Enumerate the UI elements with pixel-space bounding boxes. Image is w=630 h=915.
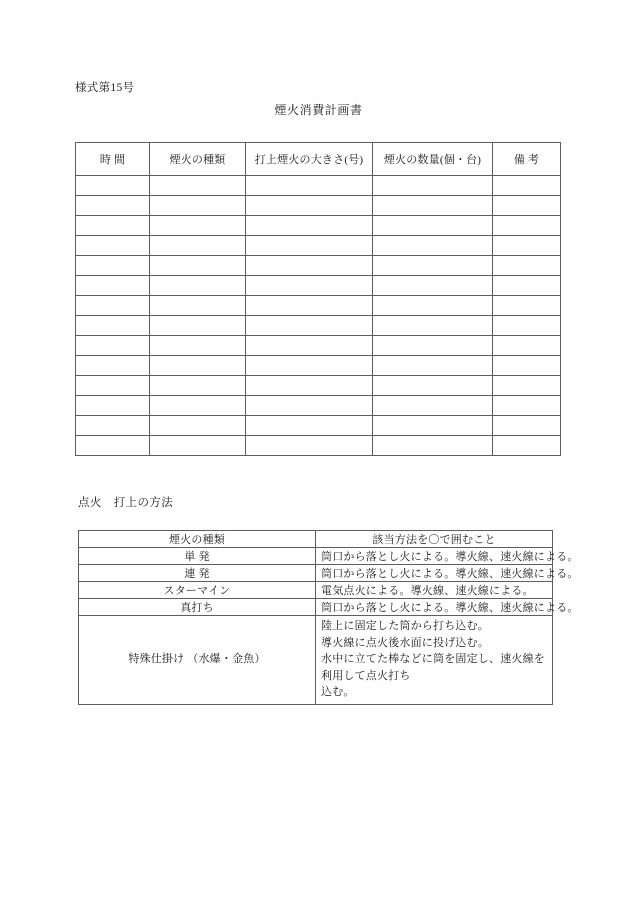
cell-remarks[interactable] xyxy=(493,416,561,436)
cell-remarks[interactable] xyxy=(493,256,561,276)
ignition-method-heading: 点火 打上の方法 xyxy=(78,497,174,509)
special-desc-line-1[interactable]: 陸上に固定した筒から打ち込む。 xyxy=(321,620,489,632)
column-header-firework-size: 打上煙火の大きさ(号) xyxy=(246,143,373,176)
special-desc-line-2[interactable]: 導火線に点火後水面に投げ込む。 xyxy=(321,636,489,649)
cell-firework-size[interactable] xyxy=(246,436,373,456)
cell-remarks[interactable] xyxy=(493,236,561,256)
cell-firework-quantity[interactable] xyxy=(373,176,493,196)
cell-time[interactable] xyxy=(76,436,150,456)
cell-firework-size[interactable] xyxy=(246,376,373,396)
table-row[interactable] xyxy=(76,256,561,276)
cell-firework-quantity[interactable] xyxy=(373,396,493,416)
cell-firework-quantity[interactable] xyxy=(373,276,493,296)
cell-firework-type[interactable] xyxy=(150,196,246,216)
cell-remarks[interactable] xyxy=(493,376,561,396)
cell-method-description[interactable]: 筒口から落とし火による。導火線、速火線による。 xyxy=(316,548,553,565)
cell-time[interactable] xyxy=(76,216,150,236)
cell-firework-size[interactable] xyxy=(246,336,373,356)
table-row[interactable] xyxy=(76,376,561,396)
cell-time[interactable] xyxy=(76,316,150,336)
cell-method-description-special[interactable] xyxy=(316,616,553,705)
cell-firework-quantity[interactable] xyxy=(373,356,493,376)
cell-firework-type[interactable] xyxy=(150,316,246,336)
table-row-special[interactable] xyxy=(79,616,553,705)
fireworks-consumption-plan-table xyxy=(75,142,561,456)
cell-firework-quantity[interactable] xyxy=(373,416,493,436)
cell-time[interactable] xyxy=(76,396,150,416)
cell-time[interactable] xyxy=(76,336,150,356)
cell-remarks[interactable] xyxy=(493,276,561,296)
cell-method-description[interactable]: 筒口から落とし火による。導火線、速火線による。 xyxy=(316,599,553,616)
cell-firework-quantity[interactable] xyxy=(373,196,493,216)
form-number-label: 様式第15号 xyxy=(75,82,135,94)
cell-method-description[interactable]: 電気点火による。導火線、速火線による。 xyxy=(316,582,553,599)
cell-remarks[interactable] xyxy=(493,336,561,356)
cell-firework-type: 連 発 xyxy=(79,565,316,582)
cell-remarks[interactable] xyxy=(493,316,561,336)
cell-firework-quantity[interactable] xyxy=(373,256,493,276)
cell-firework-size[interactable] xyxy=(246,236,373,256)
cell-firework-quantity[interactable] xyxy=(373,336,493,356)
cell-remarks[interactable] xyxy=(493,176,561,196)
cell-firework-size[interactable] xyxy=(246,276,373,296)
cell-firework-size[interactable] xyxy=(246,416,373,436)
table-header-row xyxy=(76,143,561,176)
column-header-circle-instruction: 該当方法を〇で囲むこと xyxy=(316,531,553,548)
cell-firework-size[interactable] xyxy=(246,296,373,316)
cell-firework-size[interactable] xyxy=(246,316,373,336)
table-row[interactable] xyxy=(76,356,561,376)
cell-time[interactable] xyxy=(76,276,150,296)
cell-firework-type[interactable] xyxy=(150,176,246,196)
cell-firework-type: 単 発 xyxy=(79,548,316,565)
table-row[interactable] xyxy=(79,548,553,565)
cell-firework-type[interactable] xyxy=(150,436,246,456)
cell-firework-quantity[interactable] xyxy=(373,316,493,336)
cell-firework-quantity[interactable] xyxy=(373,436,493,456)
cell-remarks[interactable] xyxy=(493,396,561,416)
table-row[interactable] xyxy=(76,196,561,216)
table-row[interactable] xyxy=(76,336,561,356)
special-desc-line-3[interactable]: 水中に立てた棒などに筒を固定し、速火線を利用して点火打ち xyxy=(321,653,545,682)
cell-firework-size[interactable] xyxy=(246,176,373,196)
cell-firework-type[interactable] xyxy=(150,356,246,376)
cell-firework-type[interactable] xyxy=(150,376,246,396)
column-header-firework-type: 煙火の種類 xyxy=(79,531,316,548)
column-header-firework-type: 煙火の種類 xyxy=(150,143,246,176)
table-row[interactable] xyxy=(76,216,561,236)
table-row[interactable] xyxy=(76,436,561,456)
ignition-method-table xyxy=(78,530,579,705)
cell-firework-type[interactable] xyxy=(150,216,246,236)
column-header-remarks: 備 考 xyxy=(493,143,561,176)
cell-firework-type[interactable] xyxy=(150,236,246,256)
cell-firework-type[interactable] xyxy=(150,276,246,296)
column-header-firework-quantity: 煙火の数量(個・台) xyxy=(373,143,493,176)
cell-firework-type: スターマイン xyxy=(79,582,316,599)
cell-firework-type[interactable] xyxy=(150,336,246,356)
table-row[interactable] xyxy=(76,296,561,316)
cell-time[interactable] xyxy=(76,376,150,396)
cell-time[interactable] xyxy=(76,416,150,436)
table-row[interactable] xyxy=(76,276,561,296)
cell-firework-size[interactable] xyxy=(246,356,373,376)
cell-remarks[interactable] xyxy=(493,356,561,376)
cell-firework-size[interactable] xyxy=(246,216,373,236)
cell-firework-quantity[interactable] xyxy=(373,216,493,236)
cell-firework-quantity[interactable] xyxy=(373,376,493,396)
special-desc-line-4[interactable]: 込む。 xyxy=(321,686,355,698)
document-title: 煙火消費計画書 xyxy=(274,103,363,117)
cell-remarks[interactable] xyxy=(493,436,561,456)
table-row[interactable] xyxy=(79,565,553,582)
cell-time[interactable] xyxy=(76,256,150,276)
cell-remarks[interactable] xyxy=(493,216,561,236)
cell-firework-size[interactable] xyxy=(246,196,373,216)
cell-time[interactable] xyxy=(76,356,150,376)
column-header-time: 時 間 xyxy=(76,143,150,176)
cell-time[interactable] xyxy=(76,196,150,216)
cell-remarks[interactable] xyxy=(493,196,561,216)
special-type-line-1: 特殊仕掛け xyxy=(128,653,185,666)
cell-time[interactable] xyxy=(76,296,150,316)
method-table-body xyxy=(79,548,579,705)
table-row[interactable] xyxy=(76,416,561,436)
table-row[interactable] xyxy=(79,582,553,599)
plan-table-body xyxy=(76,176,561,456)
table-row[interactable] xyxy=(76,176,561,196)
cell-remarks[interactable] xyxy=(493,296,561,316)
table-row[interactable] xyxy=(76,316,561,336)
cell-method-description[interactable]: 筒口から落とし火による。導火線、速火線による。 xyxy=(316,565,553,582)
cell-time[interactable] xyxy=(76,176,150,196)
cell-firework-quantity[interactable] xyxy=(373,296,493,316)
cell-firework-type[interactable] xyxy=(150,396,246,416)
cell-firework-quantity[interactable] xyxy=(373,236,493,256)
cell-firework-size[interactable] xyxy=(246,256,373,276)
method-header-row xyxy=(79,531,553,548)
table-row[interactable] xyxy=(76,236,561,256)
cell-firework-type[interactable] xyxy=(150,296,246,316)
cell-time[interactable] xyxy=(76,236,150,256)
special-type-line-2: （水爆・金魚） xyxy=(187,653,266,666)
cell-firework-type[interactable] xyxy=(150,416,246,436)
table-row[interactable] xyxy=(76,396,561,416)
table-row[interactable] xyxy=(79,599,553,616)
cell-firework-type: 真打ち xyxy=(79,599,316,616)
cell-firework-size[interactable] xyxy=(246,396,373,416)
cell-firework-type-special xyxy=(79,616,316,705)
cell-firework-type[interactable] xyxy=(150,256,246,276)
